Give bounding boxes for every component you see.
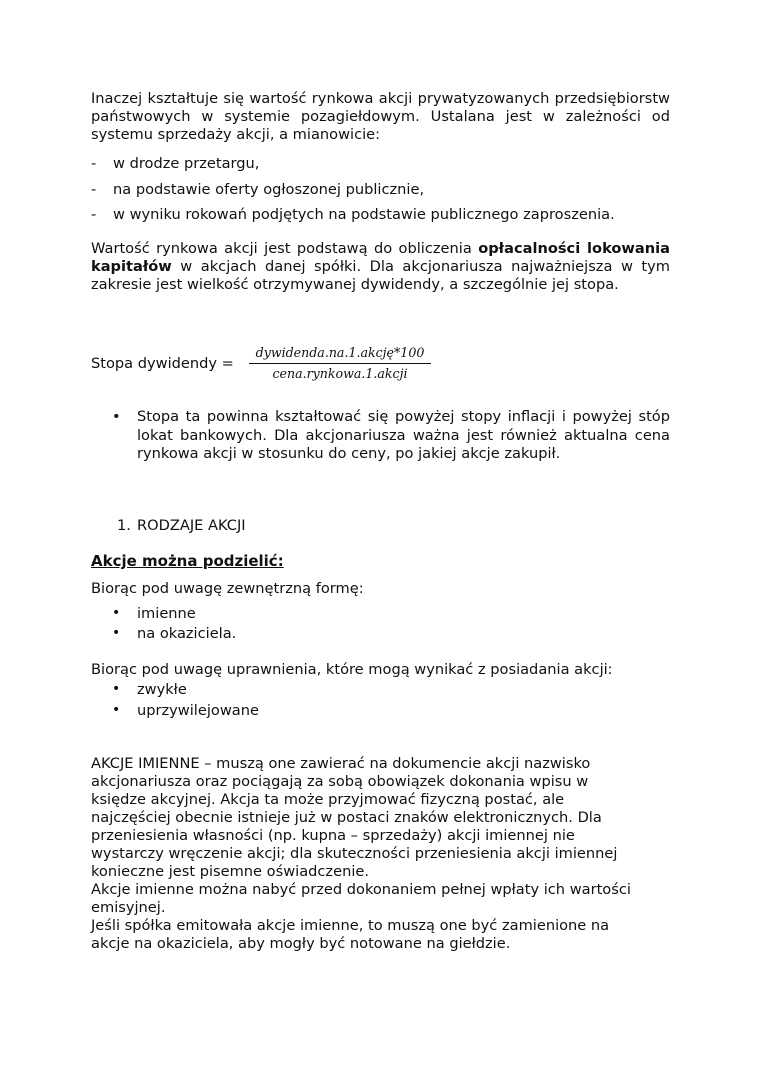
bullet-marker: •	[112, 702, 121, 718]
dash-marker: -	[91, 206, 97, 223]
text-line: najczęściej obecnie istnieje już w postaci znaków elektronicznych. Dla	[91, 809, 602, 826]
value-paragraph-text	[91, 240, 670, 295]
intro-text: Inaczej kształtuje się wartość rynkowa akcji prywatyzowanych przedsiębiorstw państwowych w systemie pozagiełdowym. Ustalana jest w zależności od systemu sprzedaży akcji, a mianowicie:	[91, 90, 670, 144]
value-text-end: w akcjach danej spółki. Dla akcjonariusza najważniejsza w tym zakresie jest wielkość otrzymywanej dywidendy, a szczególnie jej stopa.	[91, 258, 670, 294]
group1-label: Biorąc pod uwagę zewnętrzną formę:	[91, 580, 364, 597]
formula-numerator: dywidenda.na.1.akcję*100	[255, 345, 425, 360]
intro-paragraph	[91, 90, 670, 145]
section-title: RODZAJE AKCJI	[137, 517, 246, 534]
text-line: księdze akcyjnej. Akcja ta może przyjmować fizyczną postać, ale	[91, 791, 565, 808]
text-line: emisyjnej.	[91, 899, 166, 916]
value-text-bold: opłacalności lokowania kapitałów	[91, 240, 670, 276]
text-line: wystarczy wręczenie akcji; dla skuteczności przeniesienia akcji imiennej	[91, 845, 618, 862]
bullet-marker: •	[112, 408, 121, 425]
section-number: 1.	[117, 517, 131, 534]
list-item-text: na podstawie oferty ogłoszonej publicznie,	[113, 181, 425, 198]
bullet-paragraph	[112, 408, 670, 464]
text-line: Jeśli spółka emitowała akcje imienne, to muszą one być zamienione na	[91, 917, 610, 934]
formula-label: Stopa dywidendy =	[91, 355, 234, 372]
text-line: AKCJE IMIENNE – muszą one zawierać na dokumencie akcji nazwisko	[91, 755, 591, 772]
list-item-text: zwykłe	[137, 681, 187, 698]
bullet-marker: •	[112, 605, 121, 621]
text-line: Akcje imienne można nabyć przed dokonaniem pełnej wpłaty ich wartości	[91, 881, 631, 898]
text-line: przeniesienia własności (np. kupna – sprzedaży) akcji imiennej nie	[91, 827, 575, 844]
text-line: konieczne jest pisemne oświadczenie.	[91, 863, 369, 880]
list-item-text: w wyniku rokowań podjętych na podstawie publicznego zaproszenia.	[113, 206, 615, 223]
list-item-text: w drodze przetargu,	[113, 155, 260, 172]
dash-marker: -	[91, 155, 97, 172]
subheading: Akcje można podzielić:	[91, 552, 284, 570]
section-heading	[117, 517, 246, 534]
list-item-text: imienne	[137, 605, 196, 622]
bullet-paragraph-text: Stopa ta powinna kształtować się powyżej stopy inflacji i powyżej stóp lokat bankowych. Dla akcjonariusza ważna jest również aktualna cena rynkowa akcji w stosunku do ceny, po jakiej akcje zakupił.	[137, 408, 670, 462]
text-line: akcje na okaziciela, aby mogły być notowane na giełdzie.	[91, 935, 511, 952]
list-item-text: na okaziciela.	[137, 625, 237, 642]
formula-denominator: cena.rynkowa.1.akcji	[272, 366, 408, 381]
group2-label: Biorąc pod uwagę uprawnienia, które mogą wynikać z posiadania akcji:	[91, 661, 613, 678]
text-line: akcjonariusza oraz pociągają za sobą obowiązek dokonania wpisu w	[91, 773, 589, 790]
bullet-marker: •	[112, 625, 121, 641]
dividend-formula	[91, 344, 511, 388]
bullet-marker: •	[112, 681, 121, 697]
dash-marker: -	[91, 181, 97, 198]
value-paragraph	[91, 240, 670, 295]
fraction-bar	[249, 363, 431, 364]
formula-fraction	[249, 344, 431, 382]
value-text-start: Wartość rynkowa akcji jest podstawą do obliczenia	[91, 240, 479, 257]
list-item-text: uprzywilejowane	[137, 702, 259, 719]
